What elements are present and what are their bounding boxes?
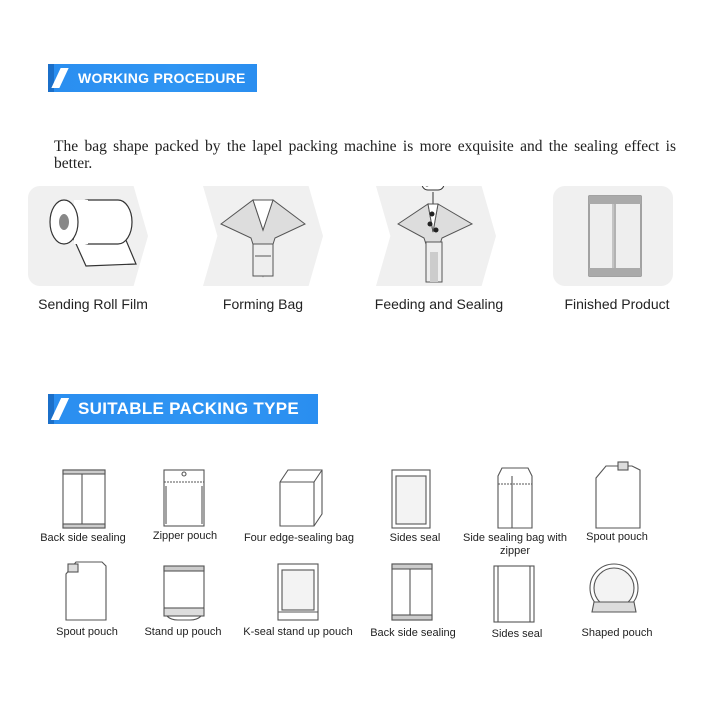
sides-seal-bag-icon [392,470,430,528]
zipper-pouch-icon [164,470,204,526]
packing-label: Back side sealing [370,627,456,639]
packing-label: Stand up pouch [144,626,222,638]
banner-title: SUITABLE PACKING TYPE [78,399,300,418]
packing-label: Spout pouch [56,626,118,638]
sides-seal-2-icon [494,566,534,622]
packing-label: Side sealing bag with zipper [463,532,567,557]
packing-label: Sides seal [491,628,543,640]
packing-label: Back side sealing [40,532,126,544]
packing-label: Sides seal [389,532,441,544]
packing-label: Shaped pouch [581,627,653,639]
step-label: Feeding and Sealing [374,296,504,312]
side-sealing-zipper-bag-icon [498,468,532,528]
shaped-pouch-icon [590,564,638,612]
step-label: Forming Bag [222,296,304,312]
spout-pouch-icon [596,462,640,528]
stand-up-pouch-icon [164,566,204,620]
step-label: Finished Product [564,296,670,312]
packing-label: K-seal stand up pouch [243,626,353,638]
spout-pouch-2-icon [66,562,106,620]
back-side-sealing-bag-icon [63,470,105,528]
k-seal-pouch-icon [278,564,318,620]
banner-title: WORKING PROCEDURE [78,70,246,86]
packing-label: Spout pouch [586,531,648,543]
step-label: Sending Roll Film [38,296,148,312]
back-side-sealing-2-icon [392,564,432,620]
packing-label: Zipper pouch [152,530,218,542]
description-text: The bag shape packed by the lapel packing machine is more exquisite and the sealing effect is better. [54,138,676,172]
four-edge-sealing-bag-icon [280,470,322,526]
packing-label: Four edge-sealing bag [243,532,355,544]
